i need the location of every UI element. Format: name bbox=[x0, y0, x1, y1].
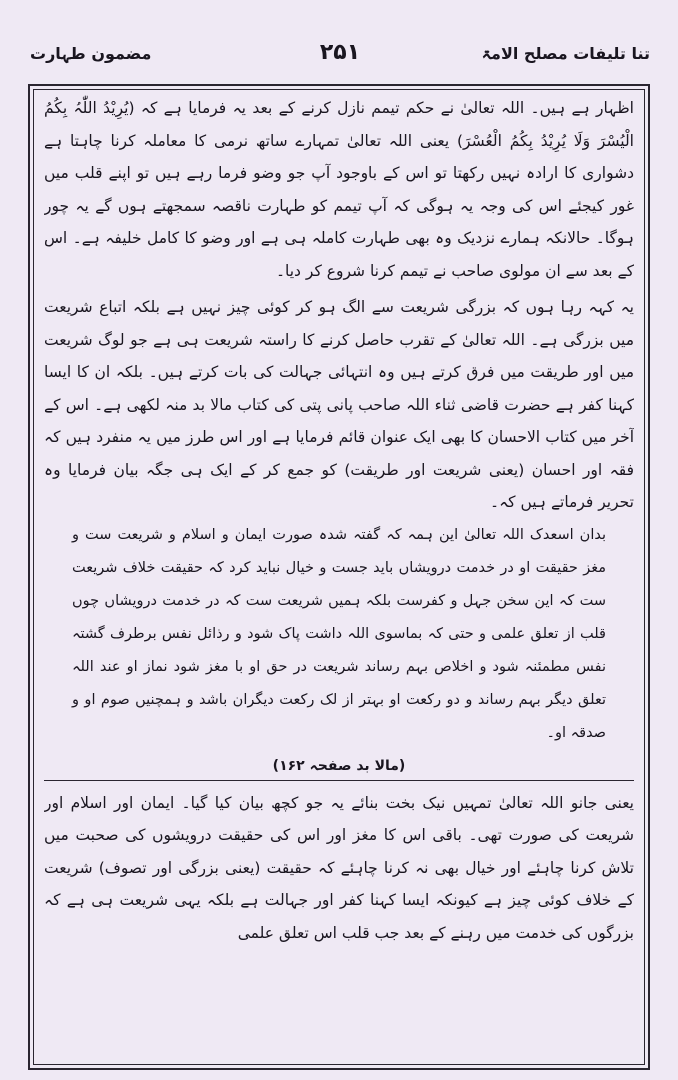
body-text bbox=[44, 92, 634, 1062]
section-title: مضمون طہارت bbox=[30, 44, 152, 63]
paragraph: یہ کہہ رہا ہوں کہ بزرگی شریعت سے الگ ہو کر کوئی چیز نہیں ہے بلکہ اتباع شریعت میں بزرگی ہے۔ اللہ تعالیٰ کے تقرب حاصل کرنے کا راستہ شریعت ہی ہے جو لوگ شریعت میں اور طریقت میں فرق کرتے ہیں وہ انتہائی جہالت کی بات کرتے ہیں۔ بلکہ ان کا ایسا کہنا کفر ہے حضرت قاضی ثناء اللہ صاحب پانی پتی کی کتاب مالا بد منہ لکھی ہے۔ اس کے آخر میں کتاب الاحسان کا بھی ایک عنوان قائم فرمایا ہے اور اس طرز میں یہ منفرد ہیں کہ فقہ اور احسان (یعنی شریعت اور طریقت) کو جمع کر کے ایک ہی جگہ بیان فرمایا وہ تحریر فرماتے ہیں کہ۔ bbox=[44, 298, 634, 511]
book-title: تنا تلیفات مصلح الامۃ bbox=[481, 44, 650, 63]
reference: (مالا بد صفحہ ۱۶۲) bbox=[272, 757, 406, 774]
divider bbox=[44, 780, 634, 781]
page-header bbox=[20, 40, 660, 76]
translation: یعنی جانو اللہ تعالیٰ تمہیں نیک بخت بنائے یہ جو کچھ بیان کیا گیا۔ ایمان اور اسلام اور شریعت کی صورت تھی۔ باقی اس کا مغز اور اس کی حقیقت درویشوں کی صحبت میں تلاش کرنا چاہئے اور خیال بھی نہ کرنا چاہئے کہ حقیقت (یعنی بزرگی اور تصوف) شریعت کے خلاف کوئی چیز ہے کیونکہ ایسا کہنا کفر اور جہالت ہے بلکہ یہی شریعت ہی ہے کہ بزرگوں کی خدمت میں رہنے کے بعد جب قلب اس تعلق علمی bbox=[44, 793, 634, 942]
persian-quote: بدان اسعدک اللہ تعالیٰ این ہمہ کہ گفتہ شدہ صورت ایمان و اسلام و شریعت ست و مغز حقیقت او در خدمت درویشاں باید جست و خیال نباید کرد کہ حقیقت خلاف شریعت ست کہ این سخن جہل و کفرست بلکہ ہمیں شریعت ست کہ در خدمت درویشاں چوں قلب از تعلق علمی و حتی کہ بماسوی اللہ داشت پاک شود و رذائل نفس برطرف گشتہ نفس مطمئنہ شود و اخلاص بہم رساند شریعت در حق او با مغز شود نماز او عند اللہ تعلق دیگر بہم رساند و دو رکعت او بہتر از لک رکعت دیگران باشد و ہمچنیں صوم او و صدقہ او۔ bbox=[72, 526, 606, 741]
paragraph: اظہار ہے ہیں۔ اللہ تعالیٰ نے حکم تیمم نازل کرنے کے بعد یہ فرمایا ہے کہ (یُرِیْدُ اللّٰہُ بِکُمُ الْیُسْرَ وَلَا یُرِیْدُ بِکُمُ الْعُسْرَ) یعنی اللہ تعالیٰ تمہارے ساتھ نرمی کا معاملہ کرنا چاہتا ہے دشواری کا ارادہ نہیں رکھتا تو اس کے باوجود آپ جو وضو فرما رہے ہیں تو اپنے قلب میں غور کیجئے اس کی وجہ یہ ہوگی کہ آپ تیمم کو طہارت ناقصہ سمجھتے ہوں گے یہ چور ہوگا۔ حالانکہ ہمارے نزدیک وہ بھی طہارت کاملہ ہی ہے اور وضو کا کامل خلیفہ ہے۔ اس کے بعد سے ان مولوی صاحب نے تیمم کرنا شروع کر دیا۔ bbox=[44, 99, 634, 280]
page-number: ۲۵۱ bbox=[319, 40, 361, 65]
